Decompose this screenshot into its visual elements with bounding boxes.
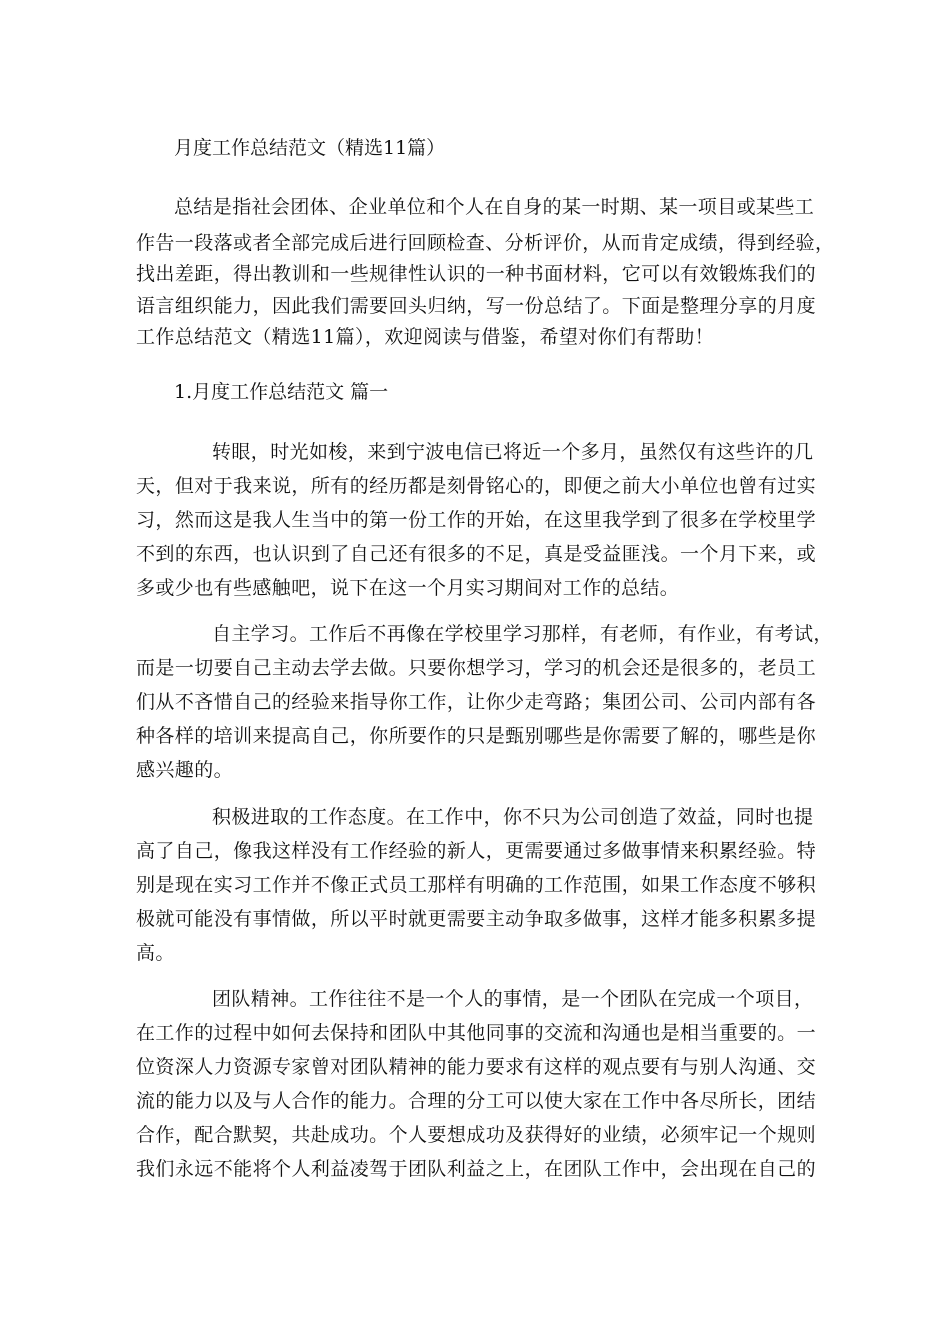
paragraph-line: 高。: [136, 942, 175, 964]
paragraph-line: 而是一切要自己主动去学去做。只要你想学习，学习的机会还是很多的，老员工: [136, 657, 816, 679]
paragraph-line: 极就可能没有事情做，所以平时就更需要主动争取多做事，这样才能多积累多提: [136, 908, 816, 930]
paragraph-line: 积极进取的工作态度。在工作中，你不只为公司创造了效益，同时也提: [212, 806, 814, 828]
paragraph-line: 位资深人力资源专家曾对团队精神的能力要求有这样的观点要有与别人沟通、交: [136, 1056, 816, 1078]
paragraph-line: 合作，配合默契，共赴成功。个人要想成功及获得好的业绩，必须牢记一个规则: [136, 1124, 816, 1146]
section-heading: 1.月度工作总结范文 篇一: [174, 381, 389, 403]
document-title: 月度工作总结范文（精选11篇）: [174, 137, 446, 159]
paragraph-line: 不到的东西，也认识到了自己还有很多的不足，真是受益匪浅。一个月下来，或: [136, 543, 816, 565]
paragraph-line: 多或少也有些感触吧，说下在这一个月实习期间对工作的总结。: [136, 577, 680, 599]
paragraph-line: 团队精神。工作往往不是一个人的事情，是一个团队在完成一个项目，: [212, 988, 814, 1010]
paragraph-line: 我们永远不能将个人利益凌驾于团队利益之上，在团队工作中，会出现在自己的: [136, 1158, 816, 1180]
paragraph-line: 在工作的过程中如何去保持和团队中其他同事的交流和沟通也是相当重要的。一: [136, 1022, 816, 1044]
paragraph-line: 转眼，时光如梭，来到宁波电信已将近一个多月，虽然仅有这些许的几: [212, 441, 814, 463]
paragraph-line: 高了自己，像我这样没有工作经验的新人，更需要通过多做事情来积累经验。特: [136, 840, 816, 862]
paragraph-line: 们从不吝惜自己的经验来指导你工作，让你少走弯路；集团公司、公司内部有各: [136, 691, 816, 713]
intro-line: 语言组织能力，因此我们需要回头归纳，写一份总结了。下面是整理分享的月度: [136, 295, 816, 317]
paragraph-line: 天，但对于我来说，所有的经历都是刻骨铭心的，即便之前大小单位也曾有过实: [136, 475, 816, 497]
intro-line: 找出差距，得出教训和一些规律性认识的一种书面材料，它可以有效锻炼我们的: [136, 263, 816, 285]
intro-line: 作告一段落或者全部完成后进行回顾检查、分析评价，从而肯定成绩，得到经验，: [136, 232, 835, 254]
paragraph-line: 种各样的培训来提高自己，你所要作的只是甄别哪些是你需要了解的，哪些是你: [136, 725, 816, 747]
paragraph-line: 别是现在实习工作并不像正式员工那样有明确的工作范围，如果工作态度不够积: [136, 874, 816, 896]
paragraph-line: 感兴趣的。: [136, 759, 234, 781]
intro-line: 总结是指社会团体、企业单位和个人在自身的某一时期、某一项目或某些工: [174, 196, 815, 218]
intro-line: 工作总结范文（精选11篇），欢迎阅读与借鉴，希望对你们有帮助！: [136, 326, 715, 348]
paragraph-line: 流的能力以及与人合作的能力。合理的分工可以使大家在工作中各尽所长，团结: [136, 1090, 816, 1112]
paragraph-line: 自主学习。工作后不再像在学校里学习那样，有老师，有作业，有考试，: [212, 623, 833, 645]
paragraph-line: 习，然而这是我人生当中的第一份工作的开始，在这里我学到了很多在学校里学: [136, 509, 816, 531]
